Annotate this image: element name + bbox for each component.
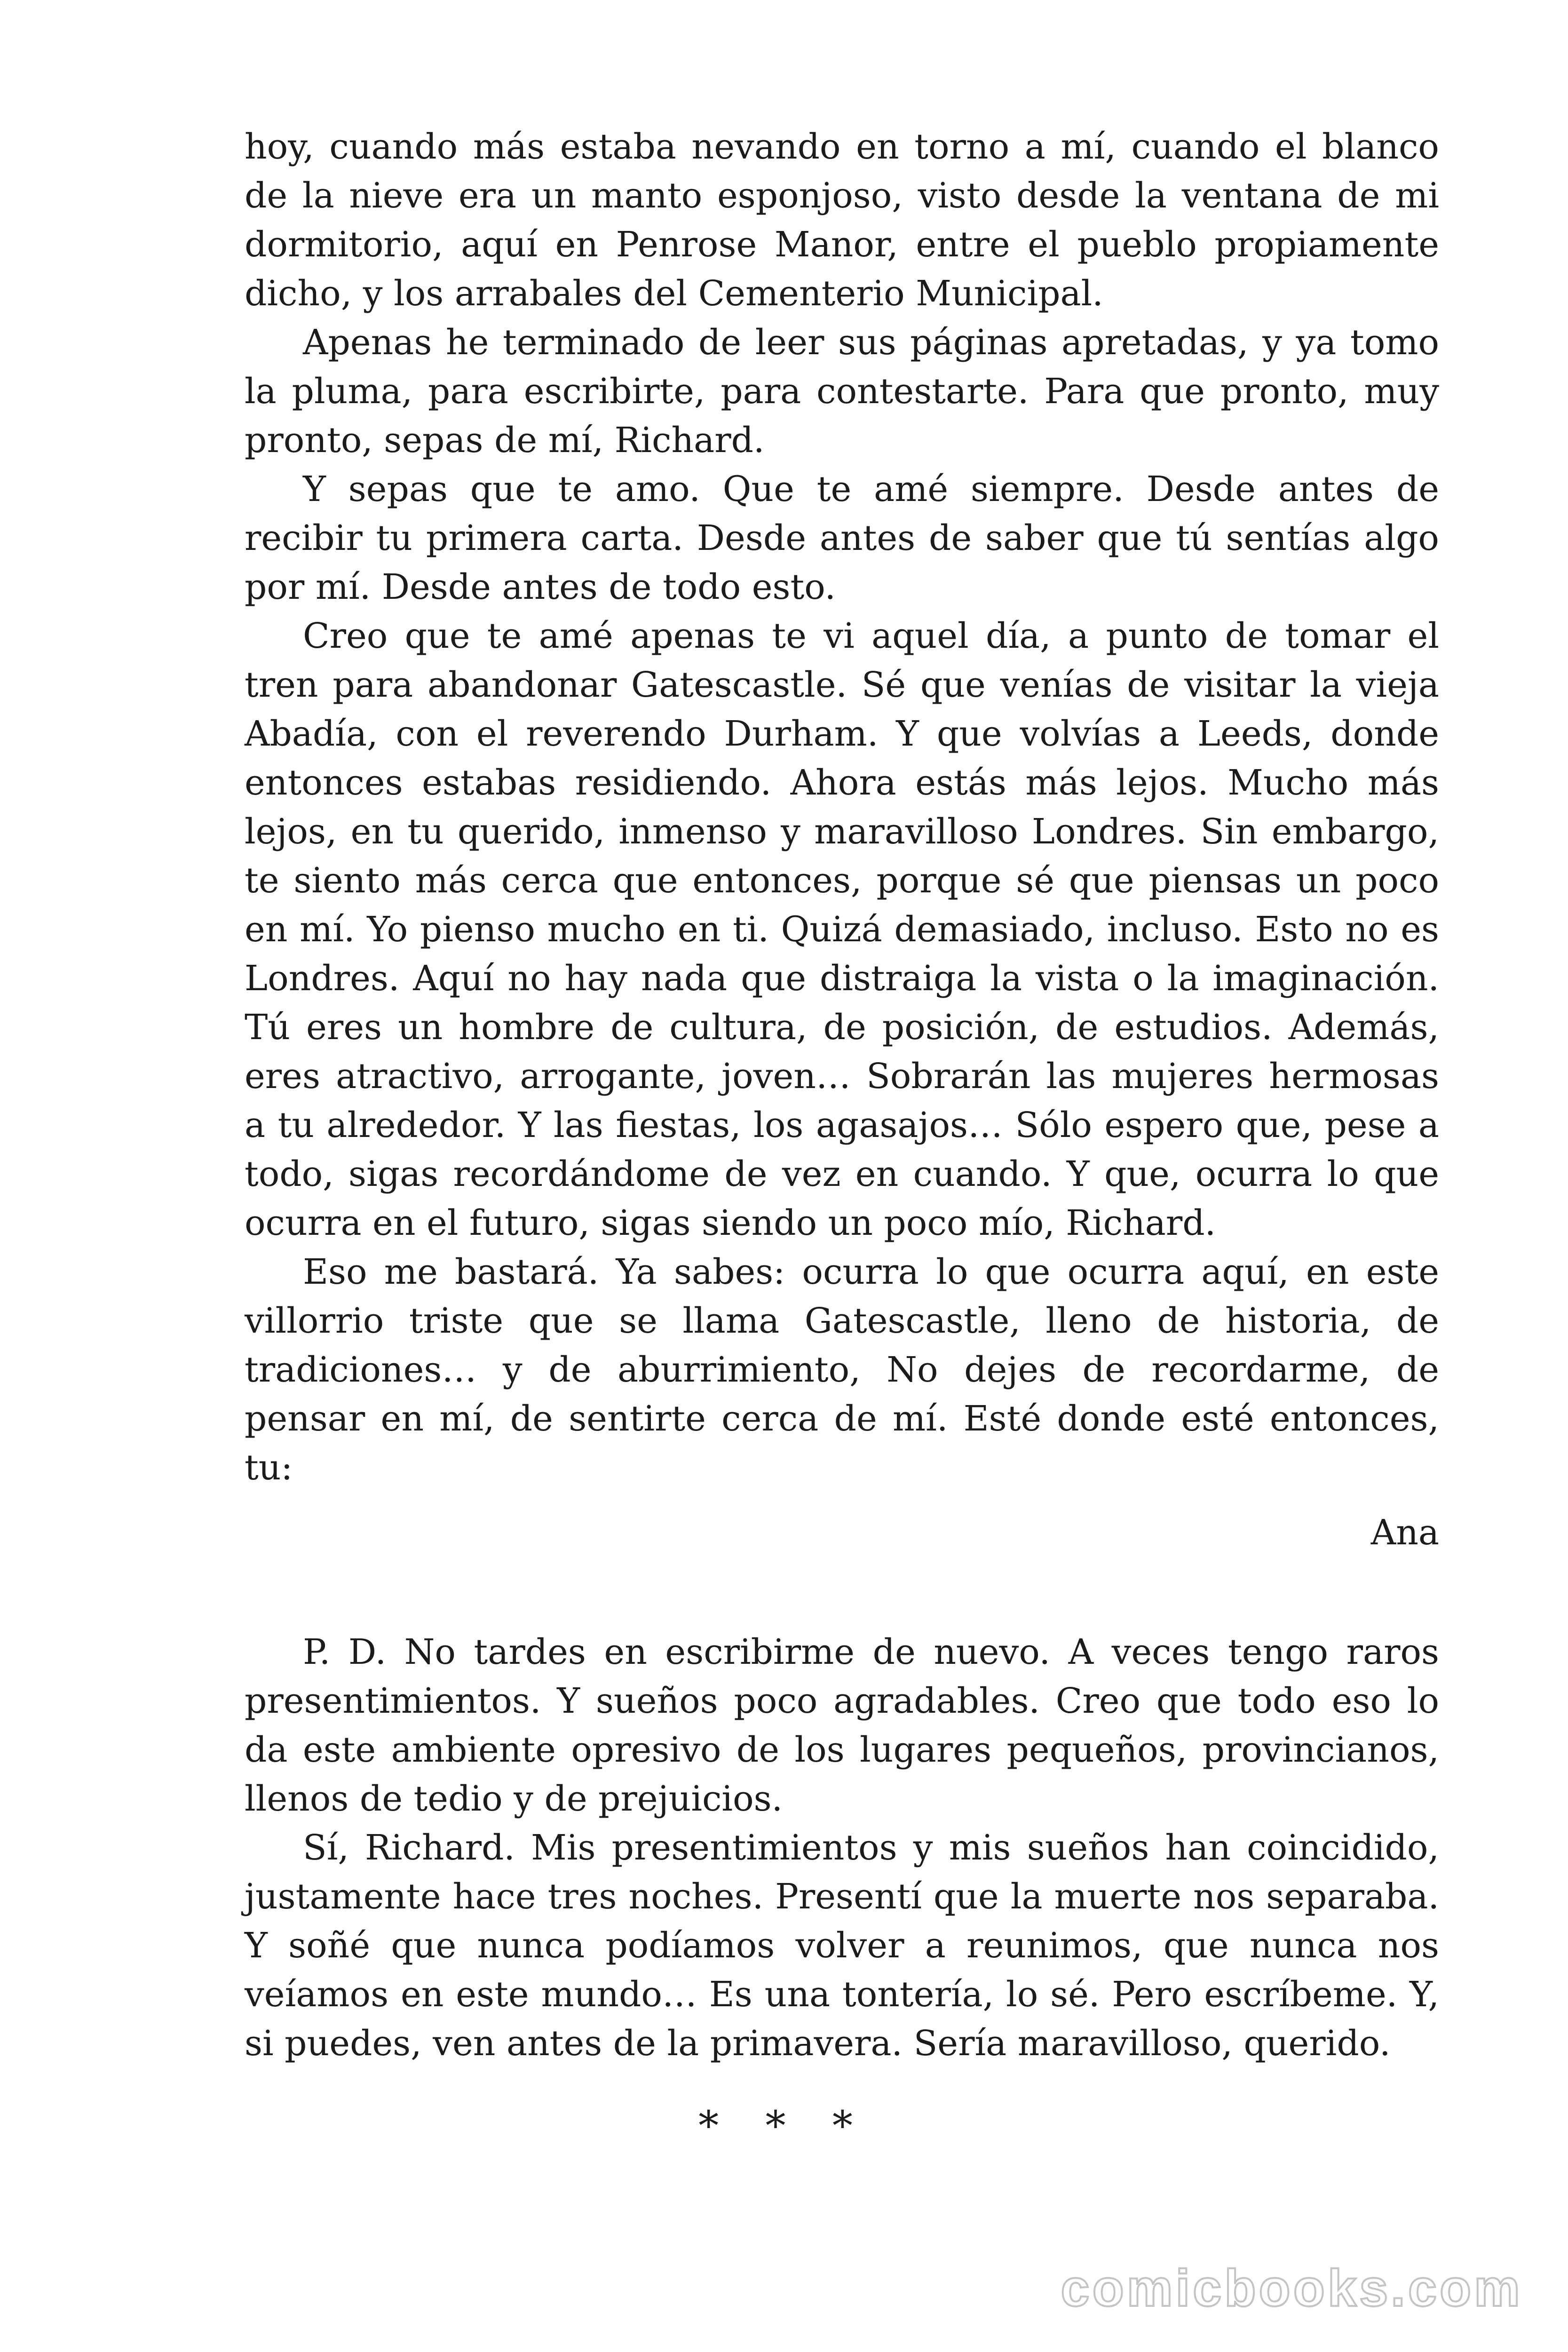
paragraph-4: Creo que te amé apenas te vi aquel día, a punto de tomar el tren para abandonar Gatescastle. Sé que venías de visitar la vieja Abadía, con el reverendo Durham. Y que volvías a Leeds, donde entonces estabas residiendo. Ahora estás más lejos. Mucho más lejos, en tu querido, inmenso y maravilloso Londres. Sin embargo, te siento más cerca que entonces, porque sé que piensas un poco en mí. Yo pienso mucho en ti. Quizá demasiado, incluso. Esto no es Londres. Aquí no hay nada que distraiga la vista o la imaginación. Tú eres un hombre de cultura, de posición, de estudios. Además, eres atractivo, arrogante, joven… Sobrarán las mujeres hermosas a tu alrededor. Y las fiestas, los agasajos… Sólo espero que, pese a todo, sigas recordándome de vez en cuando. Y que, ocurra lo que ocurra en el futuro, sigas siendo un poco mío, Richard.	[245, 616, 1439, 1243]
spacer	[245, 1557, 1439, 1628]
postscript-paragraph-1: P. D. No tardes en escribirme de nuevo. A veces tengo raros presentimientos. Y sueños poco agradables. Creo que todo eso lo da este ambiente opresivo de los lugares pequeños, provincianos, llenos de tedio y de prejuicios.	[245, 1632, 1439, 1819]
watermark: comicbooks.com	[1061, 2259, 1523, 2317]
postscript-paragraph-2: Sí, Richard. Mis presentimientos y mis sueños han coincidido, justamente hace tres noches. Presentí que la muerte nos separaba. Y soñé que nunca podíamos volver a reunimos, que nunca nos veíamos en este mundo… Es una tontería, lo sé. Pero escríbeme. Y, si puedes, ven antes de la primavera. Sería maravilloso, querido.	[245, 1828, 1439, 2064]
paragraph-5: Eso me bastará. Ya sabes: ocurra lo que ocurra aquí, en este villorrio triste que se llama Gatescastle, lleno de historia, de tradiciones… y de aburrimiento, No dejes de recordarme, de pensar en mí, de sentirte cerca de mí. Esté donde esté entonces, tu:	[245, 1252, 1439, 1488]
signature: Ana	[1370, 1512, 1439, 1553]
paragraph-2: Apenas he terminado de leer sus páginas apretadas, y ya tomo la pluma, para escribirte, para contestarte. Para que pronto, muy pronto, sepas de mí, Richard.	[245, 322, 1439, 461]
paragraph-3: Y sepas que te amo. Que te amé siempre. Desde antes de recibir tu primera carta. Desde antes de saber que tú sentías algo por mí. Desde antes de todo esto.	[245, 469, 1439, 607]
letter-body	[245, 122, 1439, 2068]
section-separator: * * *	[698, 2103, 870, 2150]
paragraph-1: hoy, cuando más estaba nevando en torno a mí, cuando el blanco de la nieve era un manto esponjoso, visto desde la ventana de mi dormitorio, aquí en Penrose Manor, entre el pueblo propiamente dicho, y los arrabales del Cementerio Municipal.	[245, 127, 1439, 314]
